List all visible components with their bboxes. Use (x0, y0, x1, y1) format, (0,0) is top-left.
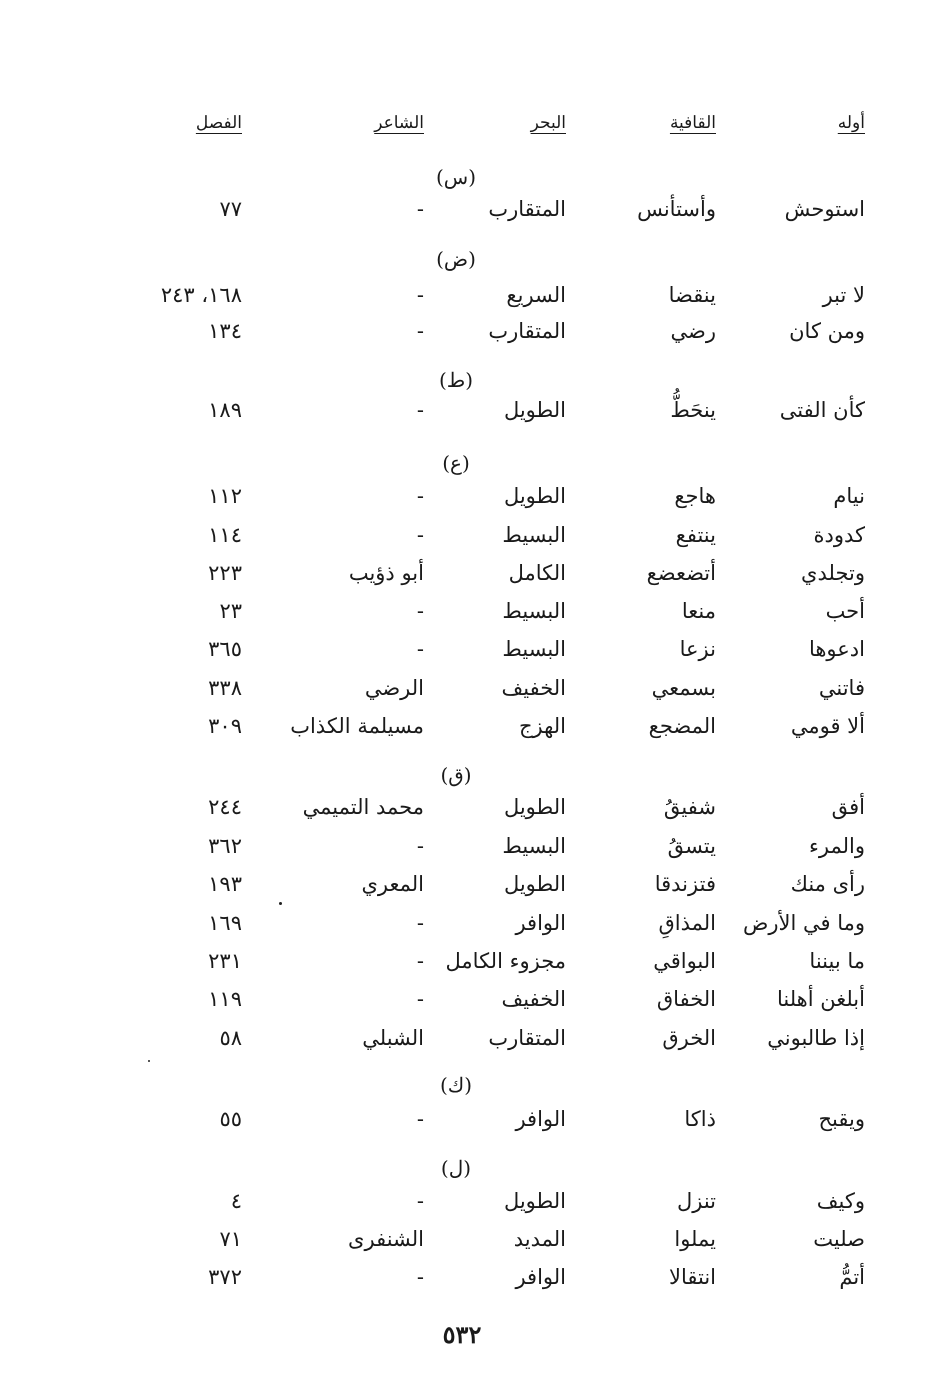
cell-meter: مجزوء الكامل (445, 949, 566, 973)
cell-chapter: ٣٠٩ (208, 714, 242, 738)
cell-chapter: ٢٤٤ (208, 795, 242, 819)
cell-poet: - (416, 523, 424, 547)
index-row (0, 391, 943, 429)
cell-poet: - (416, 949, 424, 973)
section-heading: (ط) (438, 368, 474, 392)
cell-first: أحب (825, 599, 865, 623)
cell-first: رأى منك (790, 872, 865, 896)
index-row (0, 669, 943, 707)
cell-meter: الطويل (503, 795, 566, 819)
cell-rhyme: ينقضا (668, 283, 716, 307)
cell-rhyme: ذاكا (684, 1107, 716, 1131)
print-speck (279, 902, 282, 905)
cell-chapter: ٢٢٣ (208, 561, 242, 585)
cell-poet: - (416, 987, 424, 1011)
cell-poet: - (416, 1265, 424, 1289)
index-row (0, 477, 943, 515)
cell-poet: الرضي (364, 676, 424, 700)
cell-poet: الشنفرى (348, 1227, 424, 1251)
cell-chapter: ٥٨ (219, 1026, 242, 1050)
cell-poet: - (416, 1189, 424, 1213)
cell-chapter: ٤ (230, 1189, 242, 1213)
cell-poet: مسيلمة الكذاب (290, 714, 424, 738)
cell-poet: محمد التميمي (302, 795, 424, 819)
cell-rhyme: فتزندقا (654, 872, 716, 896)
cell-chapter: ٣٦٢ (208, 834, 242, 858)
cell-first: إذا طالبوني (767, 1026, 865, 1050)
cell-chapter: ٧١ (219, 1227, 242, 1251)
cell-rhyme: شفيقُ (663, 795, 716, 819)
header-rhyme: القافية (669, 113, 716, 133)
cell-poet: - (416, 484, 424, 508)
cell-rhyme: أتضعضع (646, 561, 716, 585)
cell-poet: أبو ذؤيب (348, 561, 424, 585)
index-row (0, 865, 943, 903)
section-heading: (ق) (440, 763, 472, 787)
cell-first: ادعوها (808, 637, 865, 661)
cell-chapter: ١٦٩ (208, 911, 242, 935)
index-row (0, 554, 943, 592)
cell-chapter: ١٣٤ (208, 319, 242, 343)
cell-poet: - (416, 398, 424, 422)
cell-first: صليت (813, 1227, 865, 1251)
index-row (0, 630, 943, 668)
column-headers (0, 104, 943, 142)
cell-chapter: ٣٦٥ (208, 637, 242, 661)
cell-meter: البسيط (502, 523, 566, 547)
cell-meter: الطويل (503, 872, 566, 896)
cell-poet: - (416, 599, 424, 623)
cell-poet: - (416, 834, 424, 858)
cell-meter: الخفيف (501, 987, 566, 1011)
header-chapter: الفصل (195, 113, 242, 133)
cell-chapter: ١٩٣ (208, 872, 242, 896)
index-row (0, 942, 943, 980)
cell-chapter: ٢٣ (219, 599, 242, 623)
cell-rhyme: انتقالا (668, 1265, 716, 1289)
cell-first: أتمُّ (839, 1265, 865, 1289)
cell-rhyme: تنزل (676, 1189, 716, 1213)
cell-chapter: ١١٩ (208, 987, 242, 1011)
section-heading: (ل) (440, 1156, 472, 1180)
index-row (0, 276, 943, 314)
print-speck (148, 1060, 150, 1062)
cell-rhyme: يملوا (674, 1227, 716, 1251)
index-row (0, 190, 943, 228)
index-row (0, 1019, 943, 1057)
cell-rhyme: يتسقُ (667, 834, 716, 858)
cell-chapter: ٣٧٢ (208, 1265, 242, 1289)
cell-chapter: ٧٧ (219, 197, 242, 221)
cell-chapter: ١١٢ (208, 484, 242, 508)
cell-rhyme: بسمعي (651, 676, 716, 700)
cell-rhyme: هاجع (674, 484, 716, 508)
cell-poet: الشبلي (362, 1026, 424, 1050)
cell-rhyme: رضي (670, 319, 716, 343)
cell-meter: البسيط (502, 637, 566, 661)
cell-first: أبلغن أهلنا (776, 987, 865, 1011)
cell-first: وكيف (816, 1189, 865, 1213)
cell-poet: - (416, 197, 424, 221)
cell-rhyme: ينتفع (675, 523, 716, 547)
section-heading: (ض) (436, 247, 476, 271)
index-row (0, 707, 943, 745)
cell-poet: - (416, 637, 424, 661)
cell-meter: الطويل (503, 1189, 566, 1213)
cell-meter: المتقارب (488, 319, 566, 343)
cell-first: كدودة (813, 523, 865, 547)
cell-first: وما في الأرض (742, 911, 865, 935)
cell-first: استوحش (784, 197, 865, 221)
index-row (0, 1182, 943, 1220)
cell-meter: الوافر (515, 1265, 566, 1289)
cell-poet: - (416, 319, 424, 343)
cell-meter: البسيط (502, 599, 566, 623)
cell-first: ما بيننا (809, 949, 865, 973)
cell-rhyme: نزعا (679, 637, 716, 661)
cell-poet: المعري (361, 872, 424, 896)
header-poet: الشاعر (374, 113, 424, 133)
cell-first: وتجلدي (801, 561, 865, 585)
cell-meter: المتقارب (488, 1026, 566, 1050)
cell-first: لا تبر (822, 283, 865, 307)
cell-poet: - (416, 1107, 424, 1131)
index-row (0, 312, 943, 350)
cell-first: ويقبح (818, 1107, 865, 1131)
index-row (0, 904, 943, 942)
section-heading: (ك) (439, 1073, 473, 1097)
cell-first: كأن الفتى (779, 398, 865, 422)
cell-rhyme: البواقي (653, 949, 716, 973)
index-row (0, 827, 943, 865)
cell-rhyme: ينحَطُّ (670, 398, 716, 422)
index-row (0, 788, 943, 826)
cell-meter: الخفيف (501, 676, 566, 700)
cell-rhyme: المذاقِ (658, 911, 716, 935)
cell-poet: - (416, 283, 424, 307)
cell-first: نيام (833, 484, 865, 508)
index-row (0, 516, 943, 554)
cell-first: ومن كان (789, 319, 865, 343)
cell-meter: الطويل (503, 484, 566, 508)
index-row (0, 1100, 943, 1138)
cell-first: أفق (831, 795, 865, 819)
index-row (0, 1258, 943, 1296)
cell-meter: السريع (506, 283, 566, 307)
cell-rhyme: المضجع (648, 714, 716, 738)
cell-chapter: ١٦٨، ٢٤٣ (160, 283, 242, 307)
cell-rhyme: وأستأنس (637, 197, 716, 221)
cell-poet: - (416, 911, 424, 935)
cell-first: فاتني (818, 676, 865, 700)
cell-meter: الوافر (515, 1107, 566, 1131)
cell-meter: المتقارب (488, 197, 566, 221)
index-row (0, 1220, 943, 1258)
header-first: أوله (837, 113, 865, 133)
cell-meter: الهزج (518, 714, 566, 738)
cell-rhyme: منعا (681, 599, 716, 623)
cell-meter: الكامل (508, 561, 566, 585)
cell-chapter: ٥٥ (219, 1107, 242, 1131)
cell-chapter: ١١٤ (208, 523, 242, 547)
cell-meter: المديد (513, 1227, 566, 1251)
cell-rhyme: الخفاق (656, 987, 716, 1011)
cell-chapter: ١٨٩ (208, 398, 242, 422)
cell-meter: الطويل (503, 398, 566, 422)
index-row (0, 592, 943, 630)
cell-meter: البسيط (502, 834, 566, 858)
cell-chapter: ٣٣٨ (208, 676, 242, 700)
page-number: ٥٣٢ (442, 1320, 482, 1349)
cell-first: ألا قومي (790, 714, 865, 738)
cell-rhyme: الخرق (662, 1026, 716, 1050)
cell-meter: الوافر (515, 911, 566, 935)
section-heading: (ع) (442, 451, 470, 475)
index-row (0, 980, 943, 1018)
cell-first: والمرء (809, 834, 865, 858)
section-heading: (س) (435, 165, 477, 189)
header-meter: البحر (530, 113, 566, 133)
cell-chapter: ٢٣١ (208, 949, 242, 973)
